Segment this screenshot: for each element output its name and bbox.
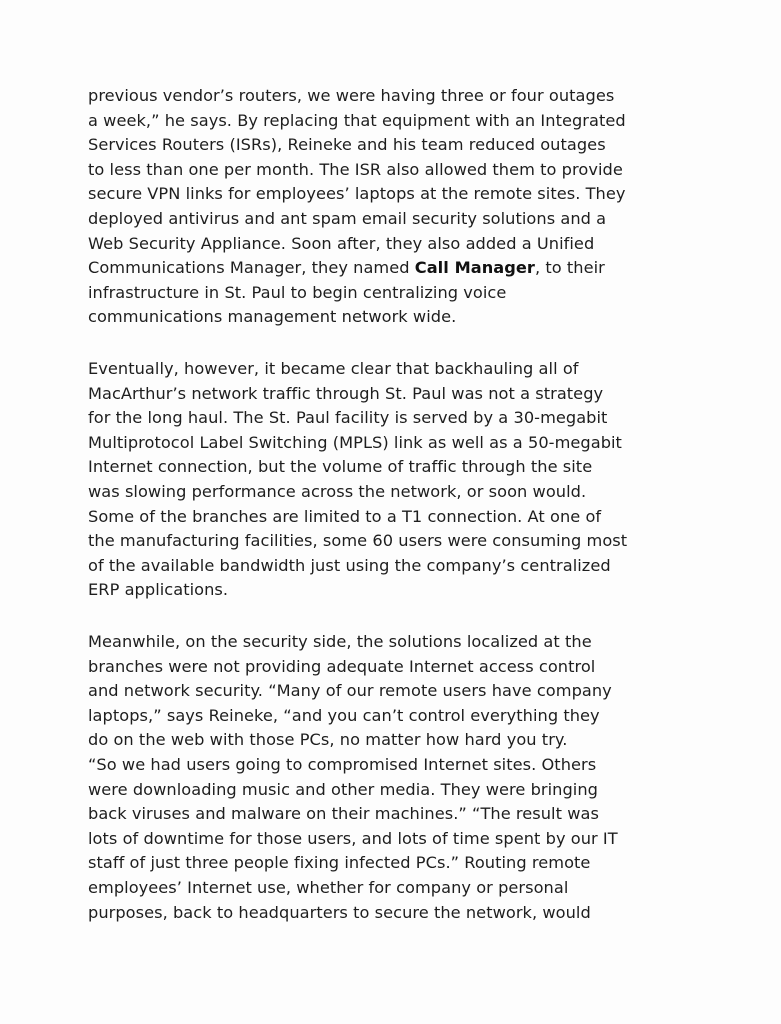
text-line: ERP applications. [88, 580, 229, 600]
text-line: “So we had users going to compromised Internet sites. Others [88, 754, 597, 774]
text-line: purposes, back to headquarters to secure the network, would [88, 902, 591, 922]
text-line: a week,” he says. By replacing that equipment with an Integrated [88, 110, 626, 130]
text-line: Services Routers (ISRs), Reineke and his team reduced outages [88, 135, 606, 155]
paragraph-backhauling [88, 357, 728, 603]
text-line: previous vendor’s routers, we were having three or four outages [88, 86, 615, 105]
paragraph-security-side [88, 630, 728, 925]
text-line: communications management network wide. [88, 307, 457, 327]
text-line: lots of downtime for those users, and lots of time spent by our IT [88, 828, 618, 848]
text-line: for the long haul. The St. Paul facility is served by a 30-megabit [88, 408, 608, 428]
text-line: to less than one per month. The ISR also allowed them to provide [88, 159, 623, 179]
text-line: Web Security Appliance. Soon after, they also added a Unified [88, 233, 595, 253]
text-line-with-bold [88, 256, 728, 281]
text-line: staff of just three people fixing infected PCs.” Routing remote [88, 853, 591, 873]
text-line: branches were not providing adequate Internet access control [88, 656, 596, 676]
text-line: employees’ Internet use, whether for company or personal [88, 877, 569, 897]
paragraph-router-outages [88, 84, 728, 330]
text-run: , to their [534, 258, 605, 278]
text-line: were downloading music and other media. They were bringing [88, 779, 598, 799]
text-line: Meanwhile, on the security side, the solutions localized at the [88, 632, 592, 651]
text-line: Multiprotocol Label Switching (MPLS) link as well as a 50-megabit [88, 432, 622, 452]
text-line: was slowing performance across the network, or soon would. [88, 481, 587, 501]
text-line: infrastructure in St. Paul to begin centralizing voice [88, 282, 507, 302]
text-line: MacArthur’s network traffic through St. Paul was not a strategy [88, 383, 604, 403]
text-line: do on the web with those PCs, no matter how hard you try. [88, 730, 568, 750]
text-line: deployed antivirus and ant spam email security solutions and a [88, 208, 607, 228]
text-line: Internet connection, but the volume of traffic through the site [88, 457, 593, 477]
text-line: Eventually, however, it became clear that backhauling all of [88, 359, 579, 378]
text-run: Communications Manager, they named [88, 258, 415, 278]
text-line: back viruses and malware on their machines.” “The result was [88, 804, 599, 824]
text-line: the manufacturing facilities, some 60 users were consuming most [88, 531, 628, 551]
text-line: and network security. “Many of our remote users have company [88, 681, 612, 701]
bold-term-call-manager: Call Manager [414, 258, 535, 278]
text-line: Some of the branches are limited to a T1 connection. At one of [88, 506, 602, 526]
text-line: laptops,” says Reineke, “and you can’t control everything they [88, 705, 600, 725]
text-line: secure VPN links for employees’ laptops at the remote sites. They [88, 184, 626, 204]
text-line: of the available bandwidth just using the company’s centralized [88, 555, 611, 575]
